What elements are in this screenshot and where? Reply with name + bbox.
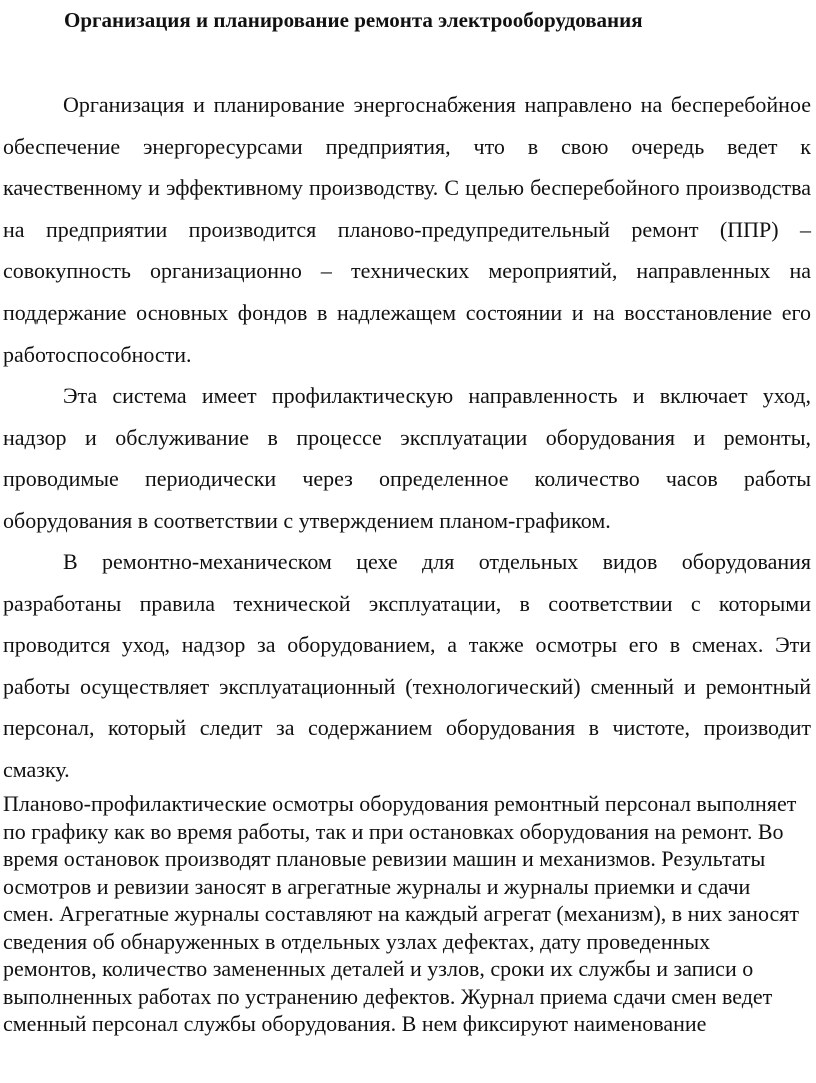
paragraph-4: Планово-профилактические осмотры оборудования ремонтный персонал выполняет по графику как во время работы, так и при остановках оборудования на ремонт. Во время остановок производят плановые ревизии машин и механизмов. Результаты осмотров и ревизии заносят в агрегатные журналы и журналы приемки и сдачи смен. Агрегатные журналы составляют на каждый агрегат (механизм), в них заносят сведения об обнаруженных в отдельных узлах дефектах, дату проведенных ремонтов, количество замененных деталей и узлов, сроки их службы и записи о выполненных работах по устранению дефектов. Журнал приема сдачи смен ведет сменный персонал службы оборудования. В нем фиксируют наименование <box>3 791 799 1036</box>
document-title: Организация и планирование ремонта электрооборудования <box>64 8 643 32</box>
paragraph-2: Эта система имеет профилактическую направленность и включает уход, надзор и обслуживание в процессе эксплуатации оборудования и ремонты, проводимые периодически через определенное количество часов работы оборудования в соответствии с утверждением планом-графиком. <box>3 383 811 533</box>
paragraph-3: В ремонтно-механическом цехе для отдельных видов оборудования разработаны правила технической эксплуатации, в соответствии с которыми проводится уход, надзор за оборудованием, а также осмотры его в сменах. Эти работы осуществляет эксплуатационный (технологический) сменный и ремонтный персонал, который следит за содержанием оборудования в чистоте, производит смазку. <box>3 549 811 782</box>
paragraph-1: Организация и планирование энергоснабжения направлено на бесперебойное обеспечение энергоресурсами предприятия, что в свою очередь ведет к качественному и эффективному производству. С целью бесперебойного производства на предприятии производится планово-предупредительный ремонт (ППР) – совокупность организационно – технических мероприятий, направленных на поддержание основных фондов в надлежащем состоянии и на восстановление его работоспособности. <box>3 92 811 367</box>
